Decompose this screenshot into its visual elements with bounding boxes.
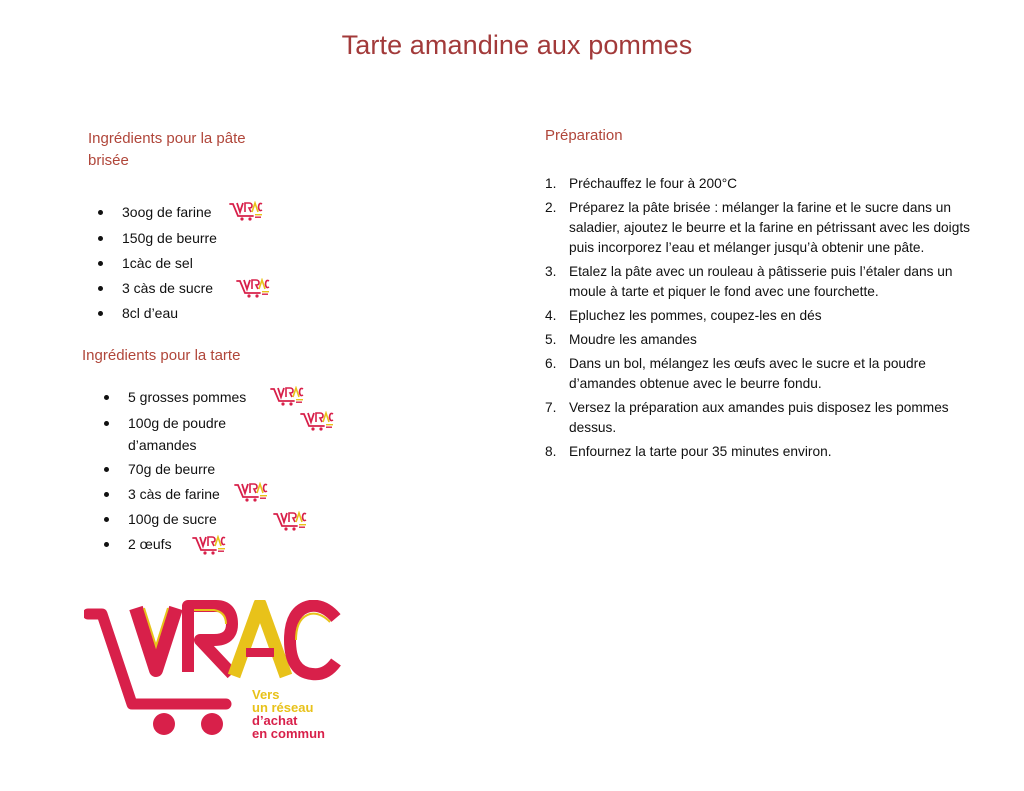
tarte-ingredients-list	[101, 386, 248, 558]
preparation-steps	[545, 174, 985, 466]
list-item: 100g de sucre	[101, 508, 248, 533]
list-item: 70g de beurre	[101, 458, 248, 483]
vrac-mini-icon	[270, 386, 304, 406]
logo-tagline-1: Vers	[252, 687, 280, 702]
vrac-mini-icon	[236, 278, 270, 298]
list-item: 3oog de farine	[95, 201, 217, 227]
list-item: 3. Etalez la pâte avec un rouleau à pâtisserie puis l’étaler dans un moule à tarte et piquer le fond avec une fourchette.	[545, 264, 953, 299]
logo-tagline-4: en commun	[252, 726, 325, 741]
vrac-mini-icon	[229, 201, 263, 221]
tarte-heading: Ingrédients pour la tarte	[82, 347, 241, 364]
vrac-mini-icon	[234, 482, 268, 502]
list-item: 4. Epluchez les pommes, coupez-les en dés	[545, 308, 822, 323]
list-item: 150g de beurre	[95, 227, 217, 252]
list-item: 7. Versez la préparation aux amandes puis disposez les pommes dessus.	[545, 400, 949, 435]
list-item: 6. Dans un bol, mélangez les œufs avec le sucre et la poudre d’amandes obtenue avec le beurre fondu.	[545, 356, 926, 391]
list-item: 3 càs de sucre	[95, 277, 217, 302]
logo-tagline-2: un réseau	[252, 700, 314, 715]
vrac-logo	[84, 600, 344, 745]
vrac-mini-icon	[192, 535, 226, 555]
list-item: 1. Préchauffez le four à 200°C	[545, 176, 738, 191]
logo-tagline-3: d’achat	[252, 713, 298, 728]
vrac-mini-icon	[300, 411, 334, 431]
list-item: 3 càs de farine	[101, 483, 248, 508]
list-item: 5. Moudre les amandes	[545, 332, 697, 347]
list-item: 100g de poudre d’amandes	[101, 412, 248, 458]
list-item: 8. Enfournez la tarte pour 35 minutes environ.	[545, 444, 832, 459]
list-item: 8cl d’eau	[95, 302, 217, 327]
pate-heading: Ingrédients pour la pâte brisée	[88, 130, 246, 169]
preparation-heading: Préparation	[545, 127, 623, 144]
page-title: Tarte amandine aux pommes	[341, 30, 693, 60]
list-item: 2. Préparez la pâte brisée : mélanger la farine et le sucre dans un saladier, ajoutez le beurre et la farine en pétrissant avec les doigts puis incorporez l’eau et mélanger jusqu’à obtenir une pâte.	[545, 200, 970, 255]
list-item: 2 œufs	[101, 533, 248, 558]
pate-ingredients-list	[95, 201, 217, 327]
list-item: 5 grosses pommes	[101, 386, 248, 412]
list-item: 1càc de sel	[95, 252, 217, 277]
vrac-mini-icon	[273, 511, 307, 531]
